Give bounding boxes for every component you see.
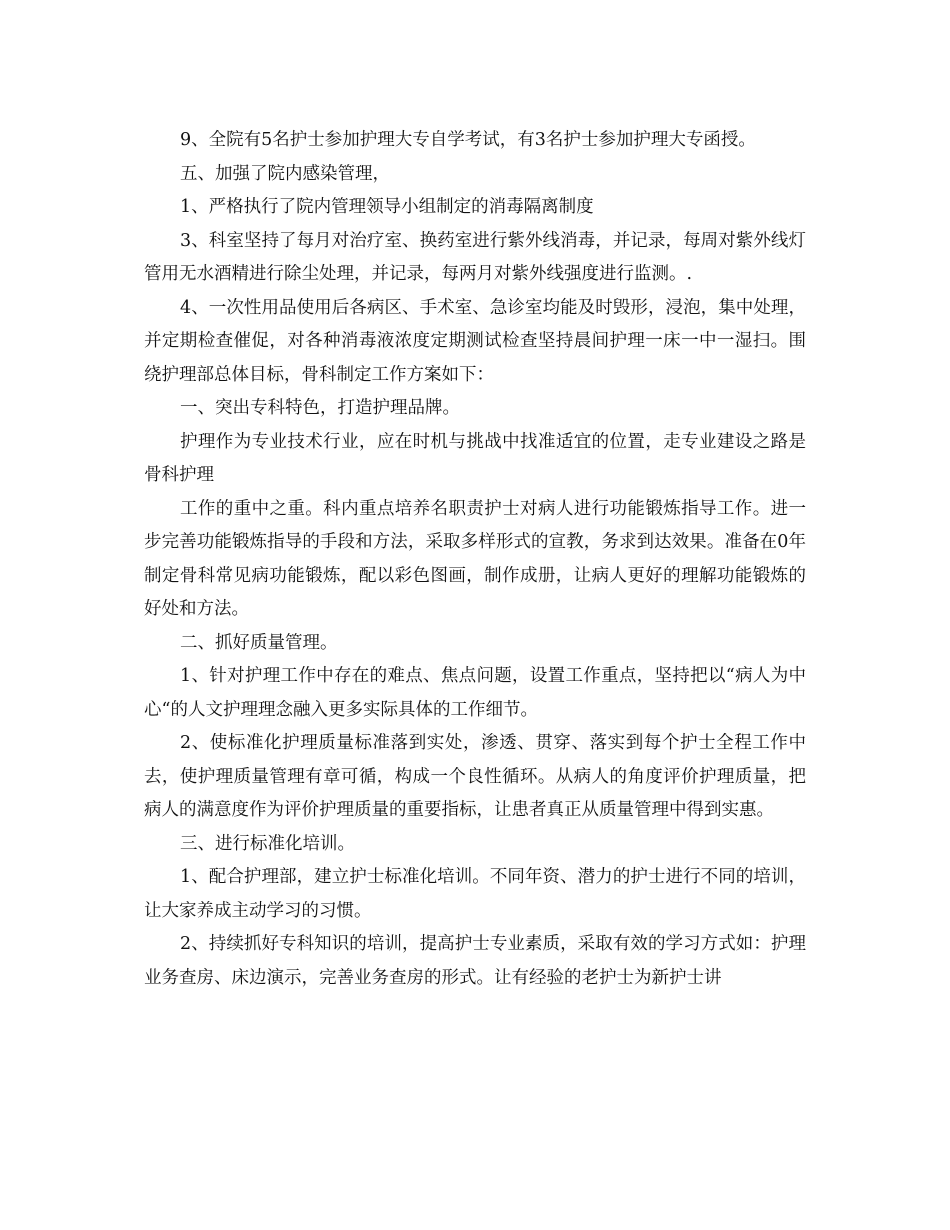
section-heading-5: 五、加强了院内感染管理， (180, 163, 390, 184)
paragraph-8: 2、使标准化护理质量标准落到实处，渗透、贯穿、落实到每个护士全程工作中去，使护理质量管理有章可循，构成一个良性循环。从病人的角度评价护理质量，把病人的满意度作为评价护理质量的重要指标，让患者真正从质量管理中得到实惠。 (144, 733, 806, 820)
paragraph-6: 工作的重中之重。科内重点培养名职责护士对病人进行功能锻炼指导工作。进一步完善功能锻炼指导的手段和方法，采取多样形式的宣教，务求到达效果。准备在0年制定骨科常见病功能锻炼，配以彩色图画，制作成册，让病人更好的理解功能锻炼的好处和方法。 (144, 498, 806, 619)
paragraph-9: 1、配合护理部，建立护士标准化培训。不同年资、潜力的护士进行不同的培训，让大家养成主动学习的习惯。 (144, 867, 806, 921)
section-heading-1: 一、突出专科特色，打造护理品牌。 (180, 398, 460, 418)
paragraph-4: 4、一次性用品使用后各病区、手术室、急诊室均能及时毁形，浸泡，集中处理，并定期检查催促，对各种消毒液浓度定期测试检查坚持晨间护理一床一中一湿扫。围绕护理部总体目标，骨科制定工作方案如下： (144, 297, 806, 385)
document-body (144, 124, 806, 995)
paragraph-5: 护理作为专业技术行业，应在时机与挑战中找准适宜的位置，走专业建设之路是骨科护理 (144, 431, 806, 485)
section-heading-2: 二、抓好质量管理。 (180, 632, 338, 653)
paragraph-10: 2、持续抓好专科知识的培训，提高护士专业素质，采取有效的学习方式如：护理业务查房、床边演示，完善业务查房的形式。让有经验的老护士为新护士讲 (144, 934, 806, 988)
section-heading-3: 三、进行标准化培训。 (180, 833, 355, 854)
paragraph-1: 9、全院有5名护士参加护理大专自学考试，有3名护士参加护理大专函授。 (180, 130, 756, 150)
paragraph-7: 1、针对护理工作中存在的难点、焦点问题，设置工作重点，坚持把以“病人为中心“的人文护理理念融入更多实际具体的工作细节。 (144, 666, 806, 720)
paragraph-2: 1、严格执行了院内管理领导小组制定的消毒隔离制度 (180, 197, 594, 217)
paragraph-3: 3、科室坚持了每月对治疗室、换药室进行紫外线消毒，并记录，每周对紫外线灯管用无水酒精进行除尘处理，并记录，每两月对紫外线强度进行监测。. (144, 230, 806, 284)
